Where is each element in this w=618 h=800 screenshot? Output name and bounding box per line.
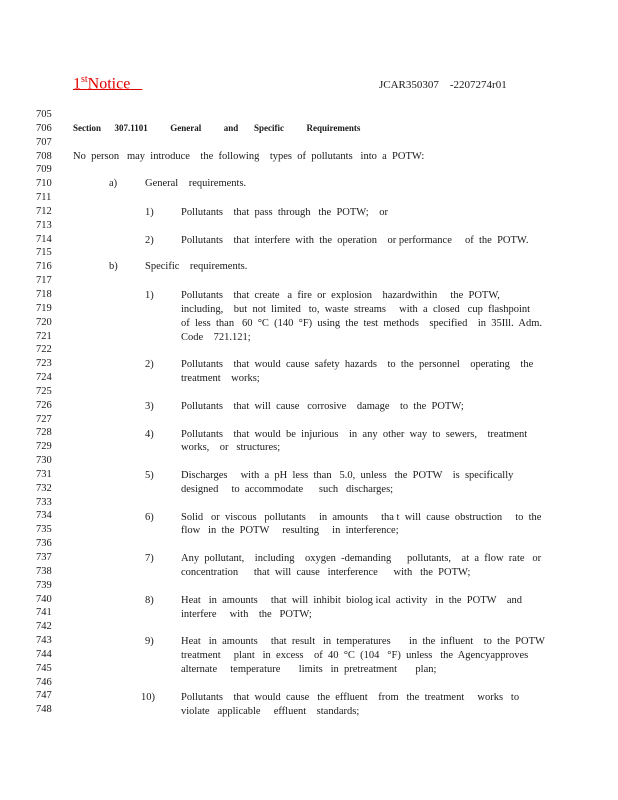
item-number: 7) bbox=[145, 553, 154, 565]
line-number: 747 bbox=[36, 690, 52, 702]
item-text-line: Solid or viscous pollutants in amounts tha t will cause obstruction to the bbox=[181, 511, 542, 523]
line-number: 737 bbox=[36, 552, 52, 563]
item-text-line: violate applicable effluent standards; bbox=[181, 705, 360, 717]
line-number: 738 bbox=[36, 565, 52, 577]
document-id: JCAR350307 -2207274r01 bbox=[379, 79, 507, 91]
item-number: 6) bbox=[145, 511, 154, 523]
item-text-line: concentration that will cause interference with the POTW; bbox=[181, 567, 471, 579]
line-number: 731 bbox=[36, 468, 52, 480]
item-text-line: Pollutants that create a fire or explosion hazardwithin the POTW, bbox=[181, 290, 500, 302]
line-number: 745 bbox=[36, 662, 52, 674]
item-text-line: Discharges with a pH less than 5.0, unless the POTW is specifically bbox=[181, 470, 514, 482]
item-number: 1) bbox=[145, 290, 154, 302]
line-number: 732 bbox=[36, 482, 52, 494]
line-number-column bbox=[36, 108, 52, 717]
item-number: 1) bbox=[145, 206, 154, 218]
line-number: 739 bbox=[36, 579, 52, 591]
notice-word: Notice bbox=[87, 75, 131, 93]
line-number: 711 bbox=[36, 192, 52, 204]
item-text-line: designed to accommodate such discharges; bbox=[181, 483, 394, 495]
item-text bbox=[181, 594, 522, 622]
line-number: 733 bbox=[36, 496, 52, 508]
item-text bbox=[181, 400, 464, 414]
item-text bbox=[181, 511, 541, 539]
line-number: 742 bbox=[36, 621, 52, 633]
line-number: 716 bbox=[36, 261, 52, 273]
item-text-line: Code 721.121; bbox=[181, 331, 251, 343]
item-text-line: Pollutants that would cause the effluent from the treatment works to bbox=[181, 691, 520, 703]
item-number: 9) bbox=[145, 636, 154, 648]
item-text bbox=[181, 552, 541, 580]
line-number: 717 bbox=[36, 275, 52, 287]
line-number: 707 bbox=[36, 136, 52, 148]
line-number: 712 bbox=[36, 205, 52, 217]
line-number: 725 bbox=[36, 385, 52, 397]
line-number: 714 bbox=[36, 233, 52, 245]
line-number: 705 bbox=[36, 109, 52, 120]
item-text-line: Any pollutant, including oxygen -demanding pollutants, at a flow rate or bbox=[181, 553, 542, 565]
line-number: 748 bbox=[36, 704, 52, 716]
line-number: 720 bbox=[36, 316, 52, 328]
line-number: 724 bbox=[36, 372, 52, 384]
line-number: 723 bbox=[36, 358, 52, 370]
item-number: 10) bbox=[141, 691, 155, 703]
item-text bbox=[181, 428, 527, 456]
item-text-line: Pollutants that would be injurious in any other way to sewers, treatment bbox=[181, 428, 528, 440]
line-number: 708 bbox=[36, 150, 52, 162]
item-text-line: works, or structures; bbox=[181, 442, 281, 454]
item-text bbox=[181, 289, 542, 344]
line-number: 722 bbox=[36, 344, 52, 356]
item-number: 2) bbox=[145, 234, 154, 246]
subsection-a-label: a) bbox=[109, 178, 118, 189]
item-text bbox=[181, 206, 388, 220]
notice-number: 1 bbox=[73, 75, 81, 93]
line-number: 743 bbox=[36, 635, 52, 647]
subsection-b-title: Specific requirements. bbox=[145, 261, 248, 272]
item-number: 4) bbox=[145, 428, 154, 440]
item-text-line: Heat in amounts that will inhibit biolog ical activity in the POTW and bbox=[181, 594, 523, 606]
item-text bbox=[181, 635, 545, 677]
line-number: 741 bbox=[36, 607, 52, 619]
line-number: 730 bbox=[36, 455, 52, 467]
item-number: 5) bbox=[145, 470, 154, 482]
line-number: 728 bbox=[36, 427, 52, 439]
item-text-line: interfere with the POTW; bbox=[181, 608, 312, 620]
line-number: 710 bbox=[36, 178, 52, 190]
item-text-line: Pollutants that will cause corrosive damage to the POTW; bbox=[181, 400, 464, 412]
line-number: 713 bbox=[36, 219, 52, 231]
subsection-b-label: b) bbox=[109, 261, 118, 272]
line-number: 709 bbox=[36, 164, 52, 176]
item-text-line: treatment plant in excess of 40 °C (104 °F) unless the Agencyapproves bbox=[181, 650, 529, 662]
line-number: 736 bbox=[36, 538, 52, 550]
item-text-line: treatment works; bbox=[181, 373, 260, 385]
item-number: 2) bbox=[145, 359, 154, 371]
line-number: 715 bbox=[36, 247, 52, 259]
line-number: 721 bbox=[36, 330, 52, 342]
item-text-line: alternate temperature limits in pretreatment plan; bbox=[181, 663, 437, 675]
item-text-line: flow in the POTW resulting in interference; bbox=[181, 525, 399, 537]
subsection-a-title: General requirements. bbox=[145, 178, 247, 189]
item-text bbox=[181, 234, 528, 248]
item-text bbox=[181, 358, 533, 386]
line-number: 729 bbox=[36, 441, 52, 453]
item-text-line: of less than 60 °C (140 °F) using the test methods specified in 35Ill. Adm. bbox=[181, 317, 542, 329]
item-text bbox=[181, 469, 513, 497]
item-text-line: Pollutants that pass through the POTW; or bbox=[181, 206, 388, 218]
item-text-line: Pollutants that would cause safety hazards to the personnel operating the bbox=[181, 359, 534, 371]
line-number: 735 bbox=[36, 524, 52, 536]
line-number: 718 bbox=[36, 288, 52, 300]
item-text-line: including, but not limited to, waste streams with a closed cup flashpoint bbox=[181, 303, 531, 315]
line-number: 706 bbox=[36, 122, 52, 134]
line-number: 740 bbox=[36, 593, 52, 605]
notice-label bbox=[73, 74, 142, 93]
item-number: 3) bbox=[145, 400, 154, 412]
line-number: 734 bbox=[36, 510, 52, 522]
notice-suffix: st bbox=[81, 74, 88, 85]
line-number: 744 bbox=[36, 648, 52, 660]
item-text-line: Pollutants that interfere with the operation or performance of the POTW. bbox=[181, 234, 529, 246]
line-number: 727 bbox=[36, 413, 52, 425]
section-heading: Section 307.1101 General and Specific Requirements bbox=[73, 123, 361, 133]
line-number: 719 bbox=[36, 302, 52, 314]
intro-paragraph: No person may introduce the following types of pollutants into a POTW: bbox=[73, 151, 425, 162]
line-number: 726 bbox=[36, 399, 52, 411]
item-text-line: Heat in amounts that result in temperatures in the influent to the POTW bbox=[181, 636, 545, 648]
item-number: 8) bbox=[145, 594, 154, 606]
line-number: 746 bbox=[36, 676, 52, 688]
item-text bbox=[181, 691, 519, 719]
